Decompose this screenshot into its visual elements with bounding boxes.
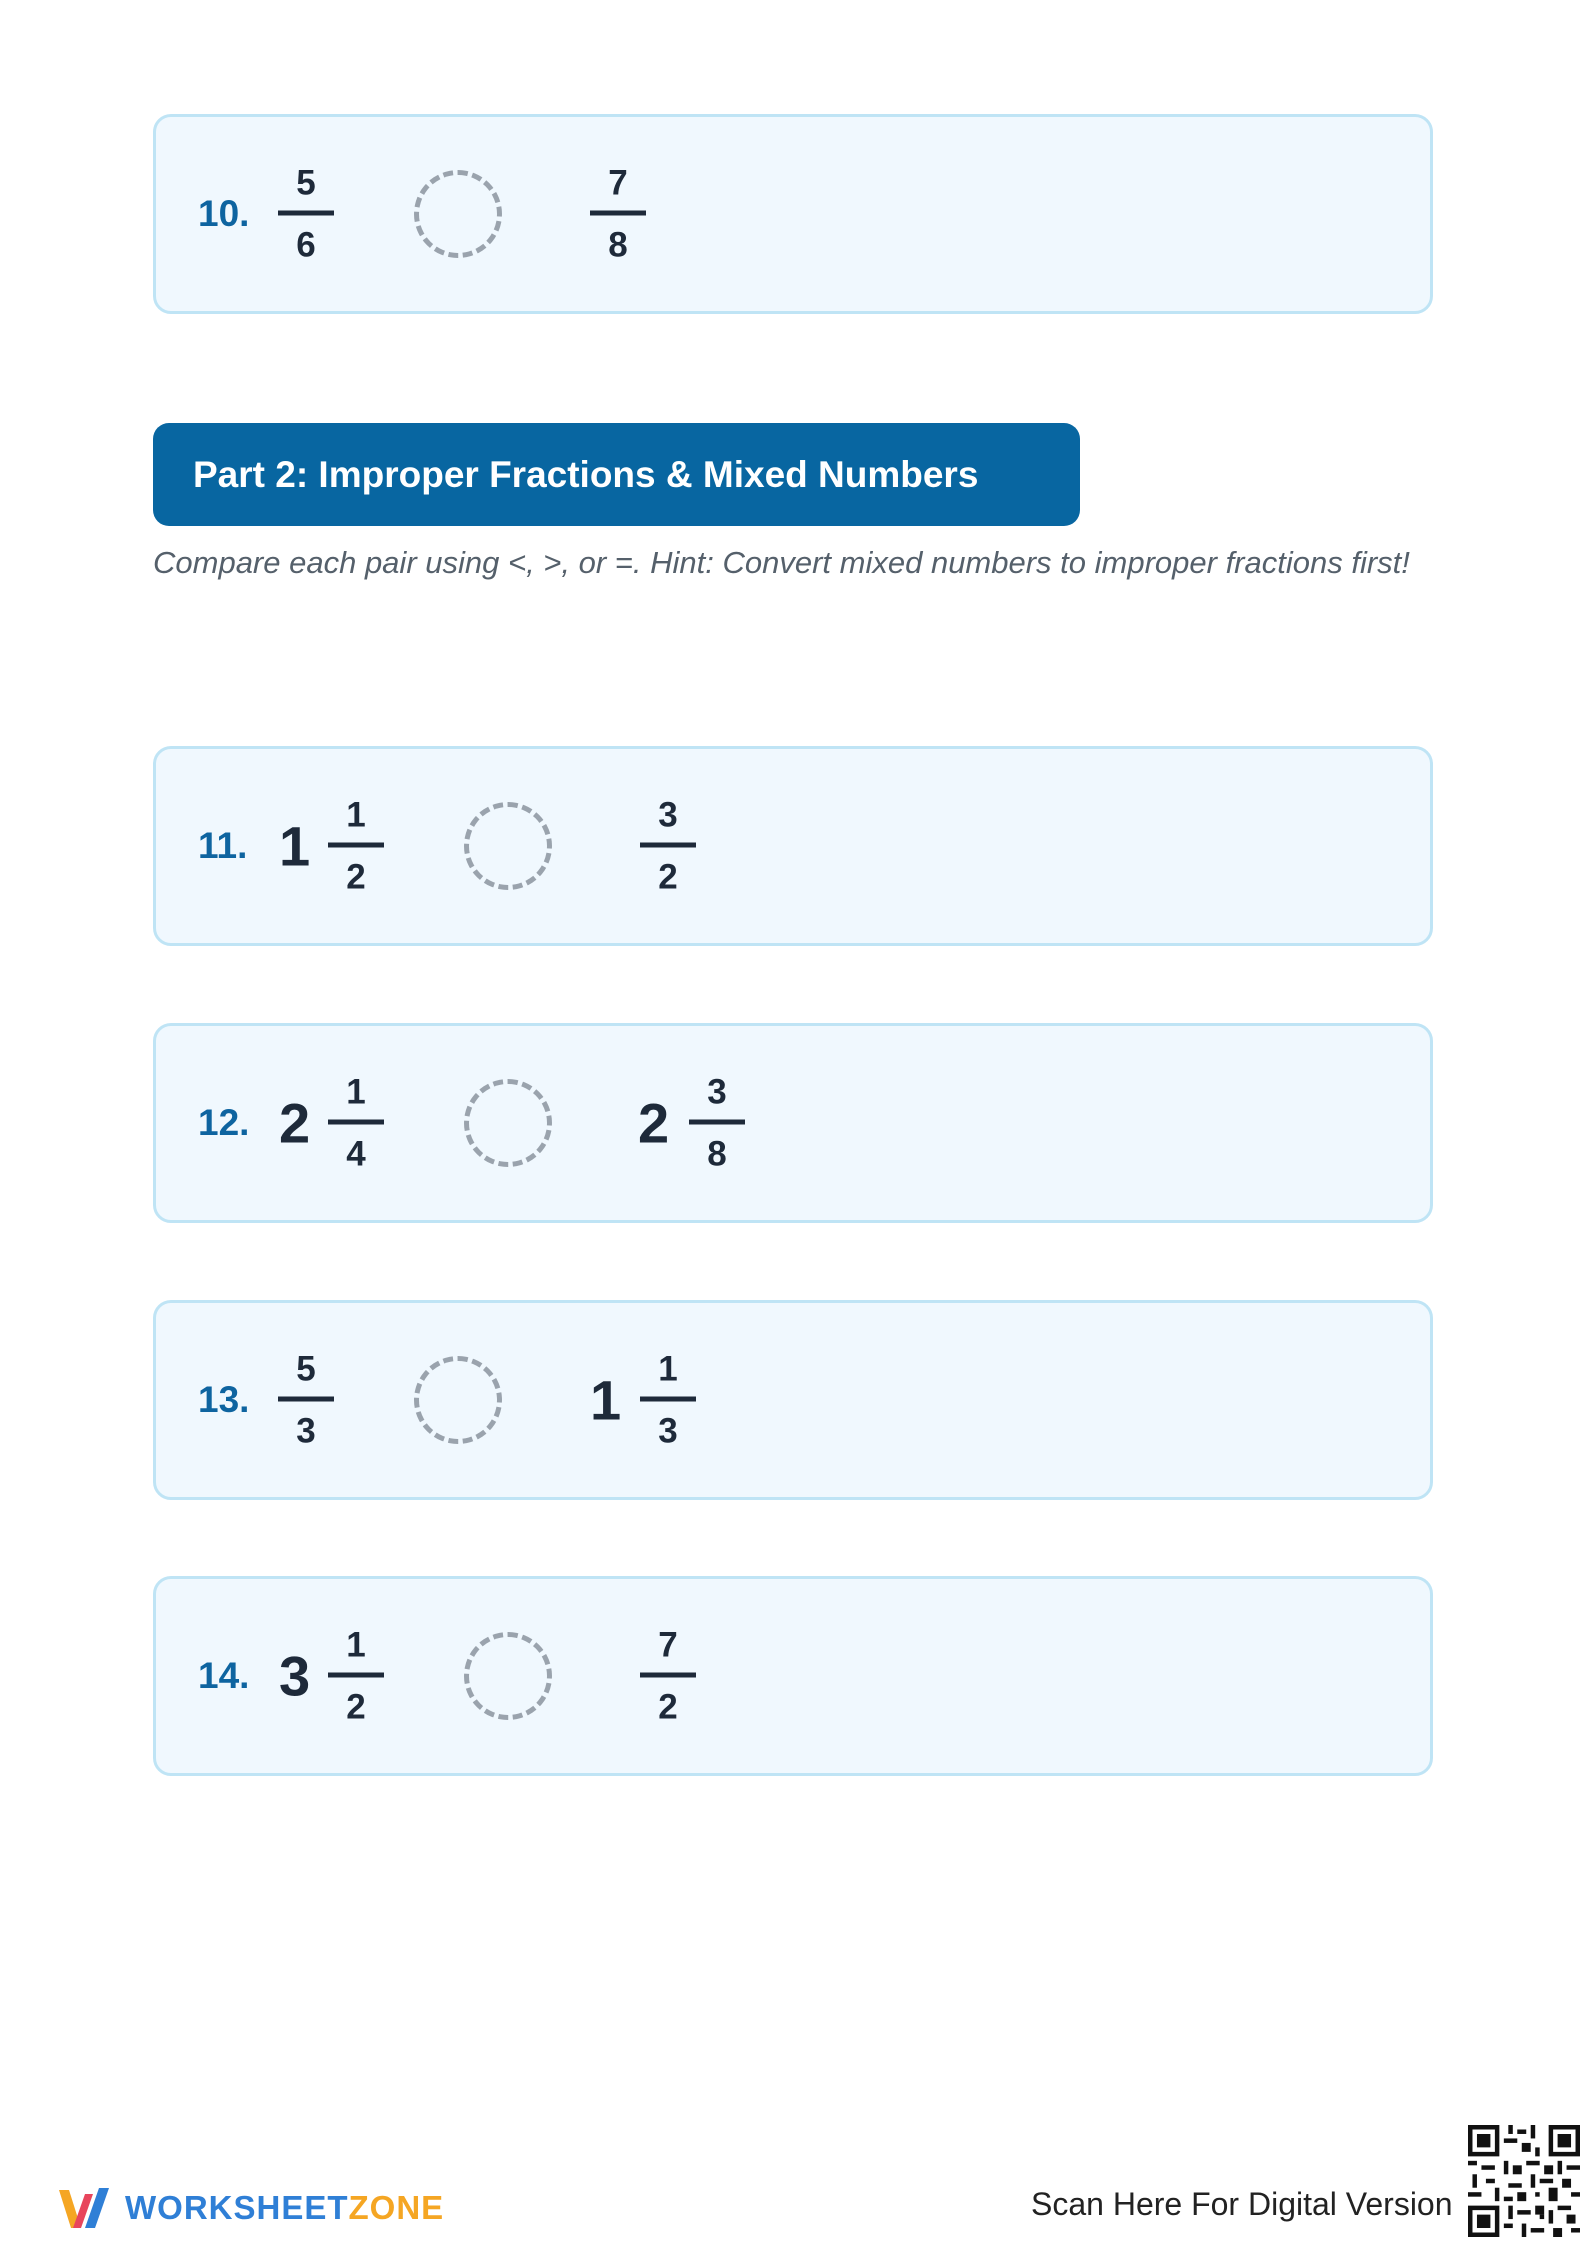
- section-instructions: Compare each pair using <, >, or =. Hint: Convert mixed numbers to improper fractions first!: [153, 545, 1410, 580]
- denominator: 2: [346, 857, 366, 897]
- denominator: 8: [707, 1134, 727, 1174]
- denominator: 8: [608, 225, 628, 265]
- denominator: 3: [296, 1411, 316, 1451]
- problem-card-14: [153, 1576, 1433, 1776]
- right-fraction: [640, 795, 696, 897]
- numerator: 1: [346, 795, 366, 835]
- problem-card-13: [153, 1300, 1433, 1500]
- brand-name: [125, 2189, 444, 2227]
- w-logo-icon: [55, 2180, 115, 2236]
- problem-number: 11.: [198, 825, 248, 866]
- problem-card-12: [153, 1023, 1433, 1223]
- numerator: 5: [296, 163, 316, 203]
- denominator: 2: [658, 857, 678, 897]
- denominator: 2: [346, 1687, 366, 1727]
- left-fraction: [278, 163, 334, 265]
- problem-card-10: [153, 114, 1433, 314]
- problem-number: 14.: [198, 1655, 250, 1696]
- answer-circle[interactable]: [464, 802, 552, 890]
- numerator: 1: [658, 1349, 678, 1389]
- numerator: 5: [296, 1349, 316, 1389]
- problem-number: 13.: [198, 1379, 250, 1420]
- right-fraction: [590, 163, 646, 265]
- numerator: 3: [707, 1072, 727, 1112]
- answer-circle[interactable]: [414, 1356, 502, 1444]
- left-fraction: [328, 1625, 384, 1727]
- numerator: 1: [346, 1625, 366, 1665]
- worksheetzone-logo[interactable]: [55, 2178, 444, 2238]
- qr-code-icon[interactable]: [1468, 2125, 1580, 2237]
- whole-number: 2: [279, 1091, 311, 1155]
- brand-name-part1: WORKSHEET: [125, 2189, 349, 2226]
- brand-name-part2: ZONE: [348, 2189, 445, 2226]
- numerator: 7: [608, 163, 628, 203]
- denominator: 2: [658, 1687, 678, 1727]
- left-fraction: [328, 1072, 384, 1174]
- denominator: 4: [346, 1134, 366, 1174]
- section-heading: Part 2: Improper Fractions & Mixed Numbers: [153, 423, 1080, 526]
- left-fraction: [278, 1349, 334, 1451]
- right-fraction: [640, 1625, 696, 1727]
- problem-card-11: [153, 746, 1433, 946]
- numerator: 1: [346, 1072, 366, 1112]
- answer-circle[interactable]: [464, 1632, 552, 1720]
- answer-circle[interactable]: [414, 170, 502, 258]
- problem-number: 12.: [198, 1102, 250, 1143]
- whole-number: 1: [279, 814, 311, 878]
- right-fraction: [689, 1072, 745, 1174]
- numerator: 7: [658, 1625, 678, 1665]
- whole-number: 1: [590, 1368, 622, 1432]
- right-fraction: [640, 1349, 696, 1451]
- whole-number: 2: [638, 1091, 670, 1155]
- denominator: 6: [296, 225, 316, 265]
- answer-circle[interactable]: [464, 1079, 552, 1167]
- left-fraction: [328, 795, 384, 897]
- numerator: 3: [658, 795, 678, 835]
- problem-number: 10.: [198, 193, 250, 234]
- denominator: 3: [658, 1411, 678, 1451]
- scan-text: Scan Here For Digital Version: [1031, 2186, 1453, 2222]
- whole-number: 3: [279, 1644, 311, 1708]
